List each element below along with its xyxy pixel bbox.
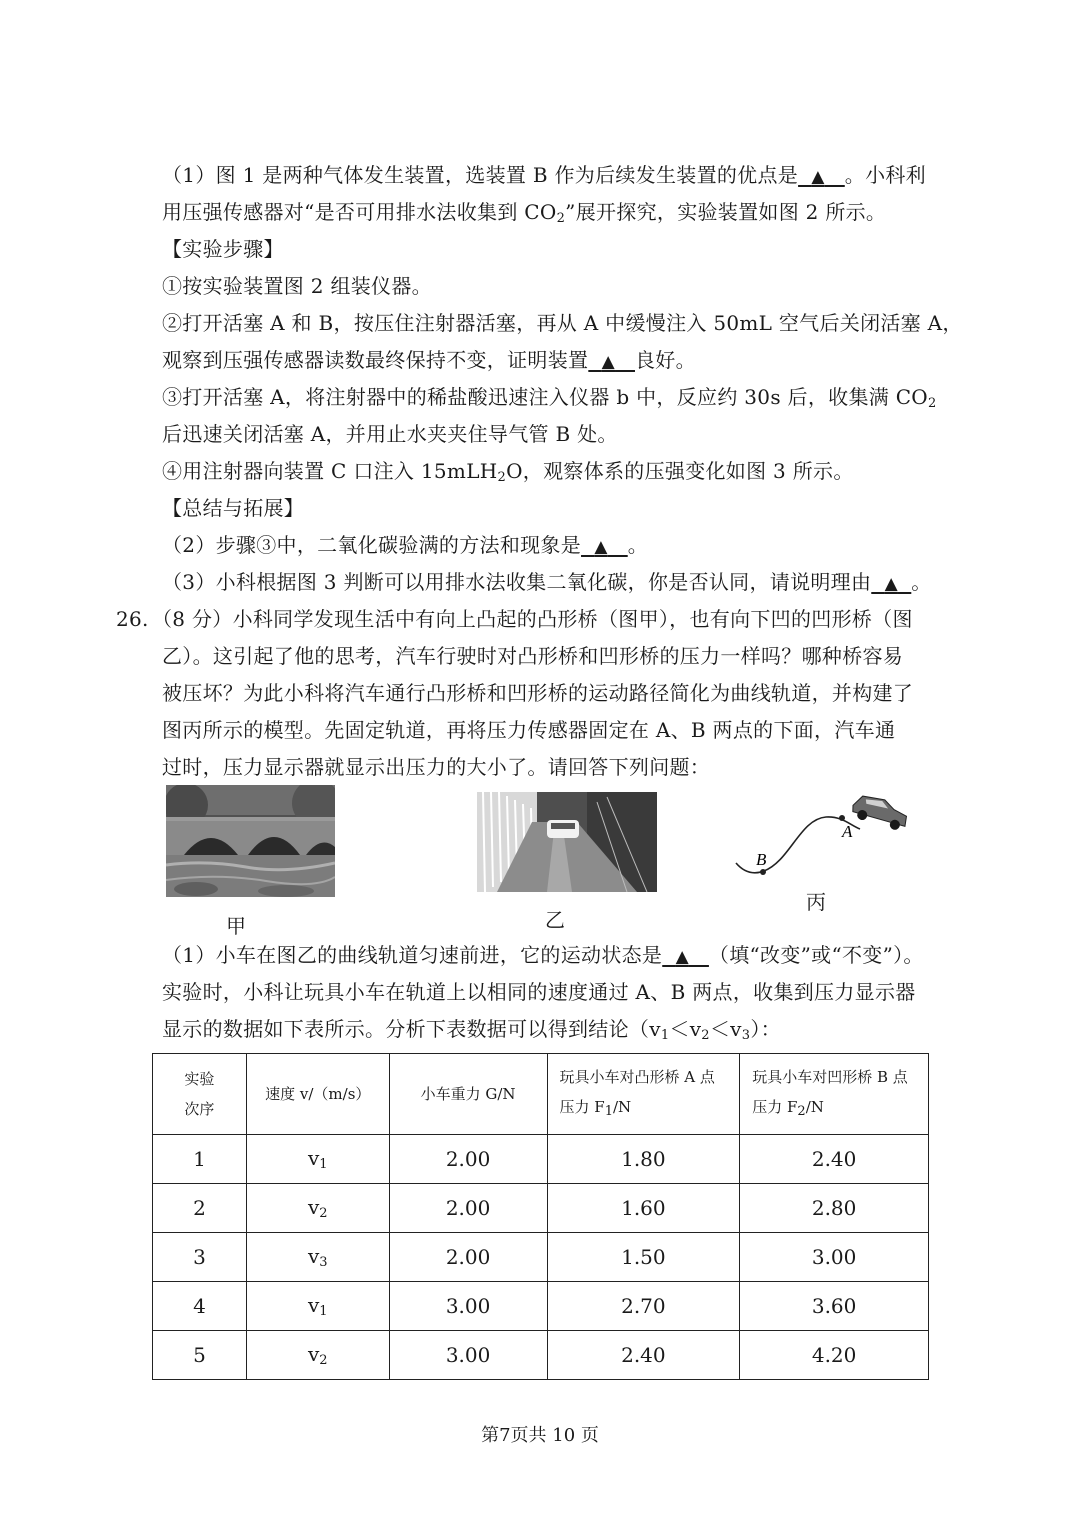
section-heading-steps: 【实验步骤】: [162, 237, 284, 261]
table-row: [153, 1282, 929, 1331]
text: 。小科利: [844, 163, 926, 187]
text: （1）图 1 是两种气体发生装置，选装置 B 作为后续发生装置的优点是: [162, 163, 799, 187]
triangle-mark: ▲: [884, 574, 898, 594]
cell-weight: 2.00: [389, 1135, 547, 1184]
table-header-row: [153, 1054, 929, 1135]
q25-part1-line2: [162, 199, 886, 232]
answer-blank[interactable]: [798, 162, 845, 190]
text: O，观察体系的压强变化如图 3 所示。: [506, 459, 854, 483]
triangle-mark: ▲: [601, 352, 616, 372]
q26-line2: 乙）。这引起了他的思考，汽车行驶时对凸形桥和凹形桥的压力一样吗？哪种桥容易: [162, 644, 904, 668]
caption-jia: 甲: [226, 914, 246, 938]
text: （1）小车在图乙的曲线轨道匀速前进，它的运动状态是: [162, 943, 663, 967]
triangle-mark: ▲: [811, 167, 825, 187]
cell-weight: 2.00: [389, 1184, 547, 1233]
table-row: [153, 1233, 929, 1282]
step-4: [162, 458, 854, 491]
cell-trial: 2: [153, 1184, 247, 1233]
cell-weight: 3.00: [389, 1331, 547, 1380]
point-b-marker: [760, 869, 766, 875]
header-trial-number: 实验 次序: [153, 1054, 247, 1135]
text: （2）步骤③中，二氧化碳验满的方法和现象是: [162, 533, 582, 557]
answer-blank[interactable]: [662, 942, 709, 970]
suspension-bridge-image: [477, 792, 657, 892]
text: 。: [911, 570, 932, 594]
text: （填“改变”或“不变”）。: [708, 943, 924, 967]
cell-force-a: 1.60: [547, 1184, 740, 1233]
header-force-a: 玩具小车对凸形桥 A 点 压力 $F_1/N$: [547, 1054, 740, 1135]
curved-track-diagram: [730, 785, 920, 885]
header-force-b: 玩具小车对凹形桥 B 点 压力 $F_2/N$: [740, 1054, 929, 1135]
subscript: 2: [556, 211, 566, 226]
table-row: [153, 1135, 929, 1184]
text: 观察到压强传感器读数最终保持不变，证明装置: [162, 348, 589, 372]
section-heading-summary: 【总结与拓展】: [162, 496, 305, 520]
question-number-26: 26.: [116, 607, 149, 631]
cell-trial: 5: [153, 1331, 247, 1380]
text: 用压强传感器对“是否可用排水法收集到 CO: [162, 200, 557, 224]
answer-blank[interactable]: [581, 532, 628, 560]
text: ＜v: [709, 1017, 742, 1041]
text: ④用注射器向装置 C 口注入 15mLH: [162, 459, 498, 483]
cell-force-a: 1.80: [547, 1135, 740, 1184]
text: 。: [627, 533, 649, 557]
step-2-line2: [162, 347, 696, 375]
answer-blank[interactable]: [871, 569, 911, 597]
q25-part2: [162, 532, 648, 560]
triangle-mark: ▲: [675, 947, 689, 967]
cell-weight: 3.00: [389, 1282, 547, 1331]
q26-part1: [162, 942, 924, 970]
subscript: 2: [701, 1028, 710, 1043]
cell-force-b: 4.20: [740, 1331, 929, 1380]
arch-bridge-photo: [166, 785, 335, 897]
pressure-data-table: [152, 1053, 929, 1380]
step-2-line1: ②打开活塞 A 和 B，按压住注射器活塞，再从 A 中缓慢注入 50mL 空气后关闭活塞 A，: [162, 311, 963, 335]
cell-trial: 4: [153, 1282, 247, 1331]
cell-force-a: 1.50: [547, 1233, 740, 1282]
cell-force-a: 2.40: [547, 1331, 740, 1380]
step-3-line1: [162, 384, 937, 417]
text: 显示的数据如下表所示。分析下表数据可以得到结论（v: [162, 1017, 661, 1041]
text: ③打开活塞 A，将注射器中的稀盐酸迅速注入仪器 b 中，反应约 30s 后，收集满 CO: [162, 385, 929, 409]
cell-speed: $v_3$: [246, 1233, 389, 1282]
cell-speed: $v_2$: [246, 1184, 389, 1233]
text: ）：: [750, 1017, 781, 1041]
subscript: 1: [660, 1028, 670, 1043]
cell-speed: $v_1$: [246, 1282, 389, 1331]
triangle-mark: ▲: [594, 537, 608, 557]
text: 良好。: [635, 348, 696, 372]
table-row: [153, 1331, 929, 1380]
cell-trial: 1: [153, 1135, 247, 1184]
label-a: A: [842, 822, 853, 841]
subscript: 2: [928, 396, 937, 411]
q25-part1-line1: [162, 162, 926, 190]
label-b: B: [756, 850, 767, 869]
table-row: [153, 1184, 929, 1233]
cell-weight: 2.00: [389, 1233, 547, 1282]
cell-trial: 3: [153, 1233, 247, 1282]
cell-speed: $v_1$: [246, 1135, 389, 1184]
text: ＜v: [669, 1017, 702, 1041]
page-footer: 第7页共 10 页: [481, 1425, 599, 1446]
point-a-marker: [839, 815, 845, 821]
subscript: 3: [741, 1028, 751, 1043]
q25-part3: [162, 569, 932, 597]
text: ”展开探究，实验装置如图 2 所示。: [565, 200, 887, 224]
text: （3）小科根据图 3 判断可以用排水法收集二氧化碳，你是否认同，请说明理由: [162, 570, 872, 594]
subscript: 2: [497, 470, 507, 485]
cell-force-a: 2.70: [547, 1282, 740, 1331]
q26-line4: 图丙所示的模型。先固定轨道，再将压力传感器固定在 A、B 两点的下面，汽车通: [162, 718, 896, 742]
cell-force-b: 2.80: [740, 1184, 929, 1233]
cell-force-b: 2.40: [740, 1135, 929, 1184]
caption-yi: 乙: [545, 908, 565, 932]
caption-bing: 丙: [806, 890, 826, 914]
step-3-line2: 后迅速关闭活塞 A，并用止水夹夹住导气管 B 处。: [162, 422, 618, 446]
cell-speed: $v_2$: [246, 1331, 389, 1380]
q26-line3: 被压坏？为此小科将汽车通行凸形桥和凹形桥的运动路径简化为曲线轨道，并构建了: [162, 681, 914, 705]
cell-force-b: 3.60: [740, 1282, 929, 1331]
suspension-bridge-photo: [477, 792, 657, 892]
step-1: ①按实验装置图 2 组装仪器。: [162, 274, 432, 298]
header-speed: 速度 v/（m/s）: [246, 1054, 389, 1135]
q26-line5: 过时，压力显示器就显示出压力的大小了。请回答下列问题：: [162, 755, 711, 779]
q26-line1: （8 分）小科同学发现生活中有向上凸起的凸形桥（图甲），也有向下凹的凹形桥（图: [152, 607, 913, 631]
q26-text-conclusion: [162, 1016, 781, 1049]
answer-blank[interactable]: [588, 347, 635, 375]
cell-force-b: 3.00: [740, 1233, 929, 1282]
q26-text-experiment: 实验时，小科让玩具小车在轨道上以相同的速度通过 A、B 两点，收集到压力显示器: [162, 980, 916, 1004]
arch-bridge-image: [166, 785, 335, 897]
header-weight: 小车重力 G/N: [389, 1054, 547, 1135]
